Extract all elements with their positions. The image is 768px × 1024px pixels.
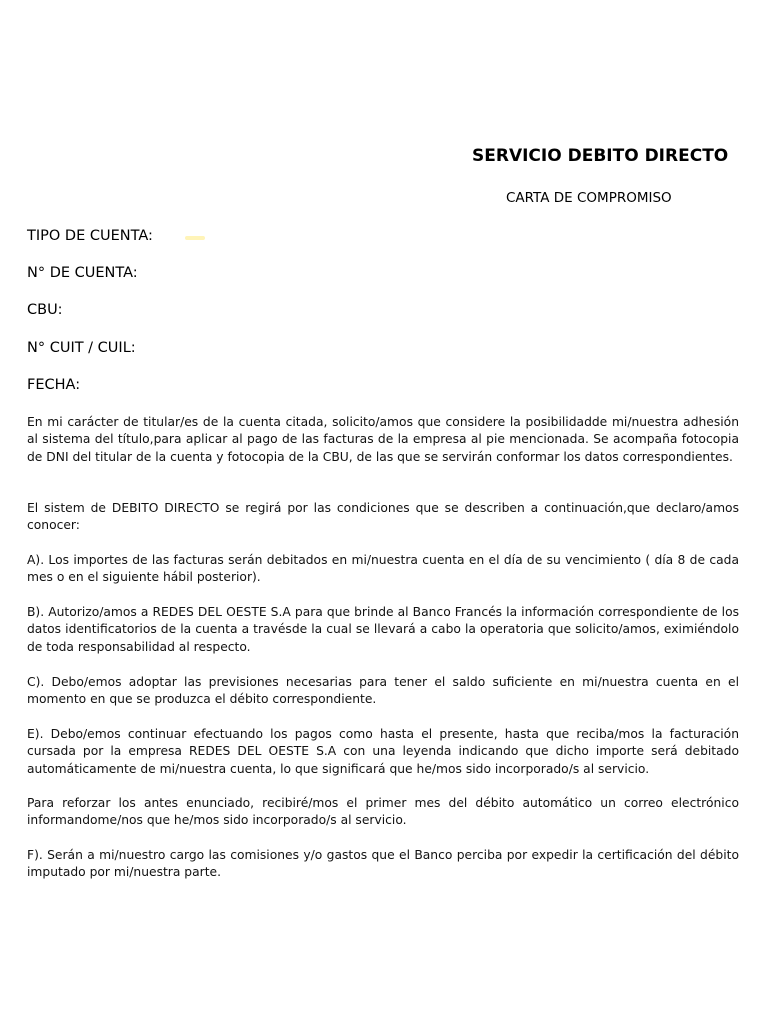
highlight-mark [185, 236, 205, 240]
paragraph-adhesion: En mi carácter de titular/es de la cuenta citada, solicito/amos que considere la posibilidadde mi/nuestra adhesión al sistema del título,para aplicar al pago de las facturas de la empresa al pie mencionada. Se acompaña fotocopia de DNI del titular de la cuenta y fotocopia de la CBU, de las que se servirán conformar los datos correspondientes. [27, 415, 739, 464]
paragraph-clause-e: E). Debo/emos continuar efectuando los pagos como hasta el presente, hasta que reciba/mos la facturación cursada por la empresa REDES DEL OESTE S.A con una leyenda indicando que dicho importe será debitado automáticamente de mi/nuestra cuenta, lo que significará que he/mos sido incorporado/s al servicio. [27, 727, 739, 776]
document-title: SERVICIO DEBITO DIRECTO [472, 146, 729, 166]
field-cuit-cuil-label: N° CUIT / CUIL: [27, 340, 136, 356]
field-numero-cuenta-label: N° DE CUENTA: [27, 265, 138, 281]
paragraph-sistema: El sistem de DEBITO DIRECTO se regirá por las condiciones que se describen a continuación,que declaro/amos conocer: [27, 501, 739, 533]
field-tipo-cuenta-label: TIPO DE CUENTA: [27, 228, 153, 244]
paragraph-clause-c: C). Debo/emos adoptar las previsiones necesarias para tener el saldo suficiente en mi/nuestra cuenta en el momento en que se produzca el débito correspondiente. [27, 675, 739, 707]
paragraph-clause-a: A). Los importes de las facturas serán debitados en mi/nuestra cuenta en el día de su vencimiento ( día 8 de cada mes o en el siguiente hábil posterior). [27, 553, 739, 585]
paragraph-clause-b: B). Autorizo/amos a REDES DEL OESTE S.A para que brinde al Banco Francés la información correspondiente de los datos identificatorios de la cuenta a travésde la cual se llevará a cabo la operatoria que solicito/amos, eximiéndolo de toda responsabilidad al respecto. [27, 605, 739, 654]
paragraph-clause-f: F). Serán a mi/nuestro cargo las comisiones y/o gastos que el Banco perciba por expedir la certificación del débito imputado por mi/nuestra parte. [27, 848, 739, 880]
document-subtitle: CARTA DE COMPROMISO [506, 190, 672, 206]
paragraph-refuerzo: Para reforzar los antes enunciado, recibiré/mos el primer mes del débito automático un correo electrónico informandome/nos que he/mos sido incorporado/s al servicio. [27, 796, 739, 828]
field-fecha-label: FECHA: [27, 377, 81, 393]
field-cbu-label: CBU: [27, 302, 63, 318]
